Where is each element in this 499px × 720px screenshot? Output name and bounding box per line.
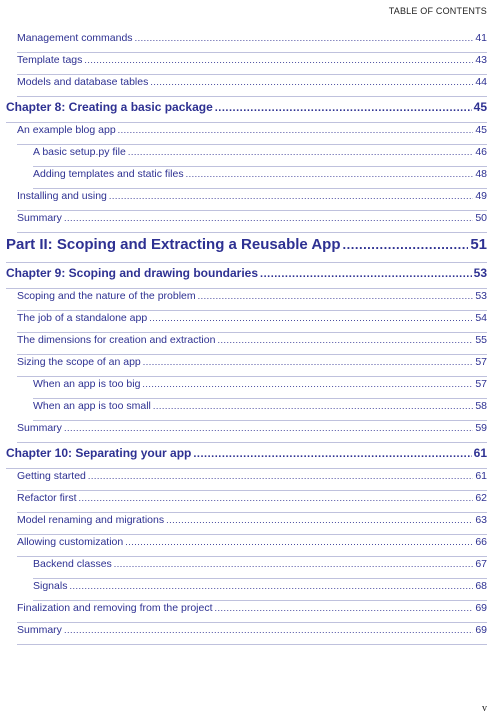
toc-entry-page: 68 [475, 580, 487, 592]
dot-leader [260, 268, 472, 280]
toc-entry[interactable] [17, 212, 487, 226]
dot-leader [149, 313, 473, 323]
toc-entry[interactable] [17, 124, 487, 138]
toc-entry-page: 61 [475, 470, 487, 482]
dot-leader [64, 625, 473, 635]
toc-entry-title: The job of a standalone app [17, 312, 148, 324]
toc-entry-title: Refactor first [17, 492, 77, 504]
toc-entry-title: Summary [17, 422, 62, 434]
toc-entry-page: 55 [475, 334, 487, 346]
toc-entry-page: 49 [475, 190, 487, 202]
page-folio: v [482, 703, 487, 714]
toc-entry-page: 53 [475, 290, 487, 302]
toc-entry-page: 44 [475, 76, 487, 88]
toc-entry[interactable] [17, 492, 487, 506]
toc-entry-title: Installing and using [17, 190, 107, 202]
toc-entry[interactable] [17, 536, 487, 550]
toc-entry-title: An example blog app [17, 124, 116, 136]
toc-entry[interactable] [17, 290, 487, 304]
dot-leader [153, 401, 473, 411]
toc-subentry[interactable] [33, 378, 487, 392]
toc-chapter[interactable] [6, 446, 487, 462]
dot-leader [79, 493, 474, 503]
part-title: Part II: Scoping and Extracting a Reusable App [6, 236, 341, 253]
toc-subentry[interactable] [33, 146, 487, 160]
toc-subentry[interactable] [33, 580, 487, 594]
toc-subentry[interactable] [33, 400, 487, 414]
dot-leader [166, 515, 473, 525]
toc-entry-page: 66 [475, 536, 487, 548]
toc-entry[interactable] [17, 356, 487, 370]
toc-entry-page: 46 [475, 146, 487, 158]
toc-entry-title: Summary [17, 624, 62, 636]
dot-leader [143, 357, 474, 367]
toc-entry[interactable] [17, 190, 487, 204]
toc-entry-page: 59 [475, 422, 487, 434]
toc-entry-title: When an app is too small [33, 400, 151, 412]
dot-leader [215, 603, 474, 613]
dot-leader [118, 125, 474, 135]
toc-entry[interactable] [17, 54, 487, 68]
toc-entry[interactable] [17, 602, 487, 616]
toc-entry-page: 48 [475, 168, 487, 180]
toc-entry-title: When an app is too big [33, 378, 141, 390]
toc-entry-page: 63 [475, 514, 487, 526]
toc-entry-title: Signals [33, 580, 68, 592]
dot-leader [198, 291, 474, 301]
toc-entry-title: Summary [17, 212, 62, 224]
toc-entry-title: Backend classes [33, 558, 112, 570]
dot-leader [186, 169, 474, 179]
chapter-title: Chapter 10: Separating your app [6, 446, 192, 460]
toc-entry-title: Models and database tables [17, 76, 149, 88]
dot-leader [343, 237, 469, 252]
dot-leader [88, 471, 473, 481]
toc-entry-title: Model renaming and migrations [17, 514, 165, 526]
toc-chapter[interactable] [6, 266, 487, 282]
toc-entry-page: 54 [475, 312, 487, 324]
toc-entry-title: Sizing the scope of an app [17, 356, 141, 368]
dot-leader [64, 213, 473, 223]
toc-entry[interactable] [17, 624, 487, 638]
toc-entry-page: 50 [475, 212, 487, 224]
toc-part[interactable] [6, 236, 487, 256]
toc-entry-page: 69 [475, 602, 487, 614]
toc-entry[interactable] [17, 514, 487, 528]
toc-entry-page: 67 [475, 558, 487, 570]
dot-leader [150, 77, 473, 87]
chapter-page: 61 [473, 446, 487, 460]
toc-chapter[interactable] [6, 100, 487, 116]
running-header: TABLE OF CONTENTS [388, 6, 487, 16]
toc-entry-title: Allowing customization [17, 536, 124, 548]
toc-entry-page: 43 [475, 54, 487, 66]
toc-entry-page: 57 [475, 356, 487, 368]
dot-leader [84, 55, 473, 65]
chapter-page: 45 [473, 100, 487, 114]
toc-entry[interactable] [17, 470, 487, 484]
chapter-page: 53 [473, 266, 487, 280]
dot-leader [64, 423, 473, 433]
toc-entry-title: The dimensions for creation and extraction [17, 334, 216, 346]
toc-entry-page: 62 [475, 492, 487, 504]
toc-entry-title: Adding templates and static files [33, 168, 184, 180]
toc-entry[interactable] [17, 422, 487, 436]
toc-entry-page: 58 [475, 400, 487, 412]
toc-entry-page: 57 [475, 378, 487, 390]
toc-entry[interactable] [17, 32, 487, 46]
dot-leader [109, 191, 473, 201]
toc-entry-page: 41 [475, 32, 487, 44]
dot-leader [125, 537, 473, 547]
toc-entry-title: Getting started [17, 470, 86, 482]
dot-leader [193, 448, 471, 460]
toc-entry-page: 69 [475, 624, 487, 636]
dot-leader [142, 379, 473, 389]
toc-entry-title: A basic setup.py file [33, 146, 126, 158]
dot-leader [215, 102, 472, 114]
toc-subentry[interactable] [33, 558, 487, 572]
dot-leader [69, 581, 473, 591]
dot-leader [217, 335, 473, 345]
toc-entry-title: Template tags [17, 54, 83, 66]
toc-entry-title: Finalization and removing from the project [17, 602, 213, 614]
part-page: 51 [470, 236, 487, 253]
toc-entry[interactable] [17, 312, 487, 326]
toc-entry-page: 45 [475, 124, 487, 136]
dot-leader [128, 147, 474, 157]
chapter-title: Chapter 9: Scoping and drawing boundaries [6, 266, 259, 280]
dot-leader [114, 559, 474, 569]
toc-entry[interactable] [17, 76, 487, 90]
toc-subentry[interactable] [33, 168, 487, 182]
chapter-title: Chapter 8: Creating a basic package [6, 100, 213, 114]
toc-entry[interactable] [17, 334, 487, 348]
toc-entry-title: Management commands [17, 32, 133, 44]
dot-leader [135, 33, 474, 43]
toc-entry-title: Scoping and the nature of the problem [17, 290, 196, 302]
